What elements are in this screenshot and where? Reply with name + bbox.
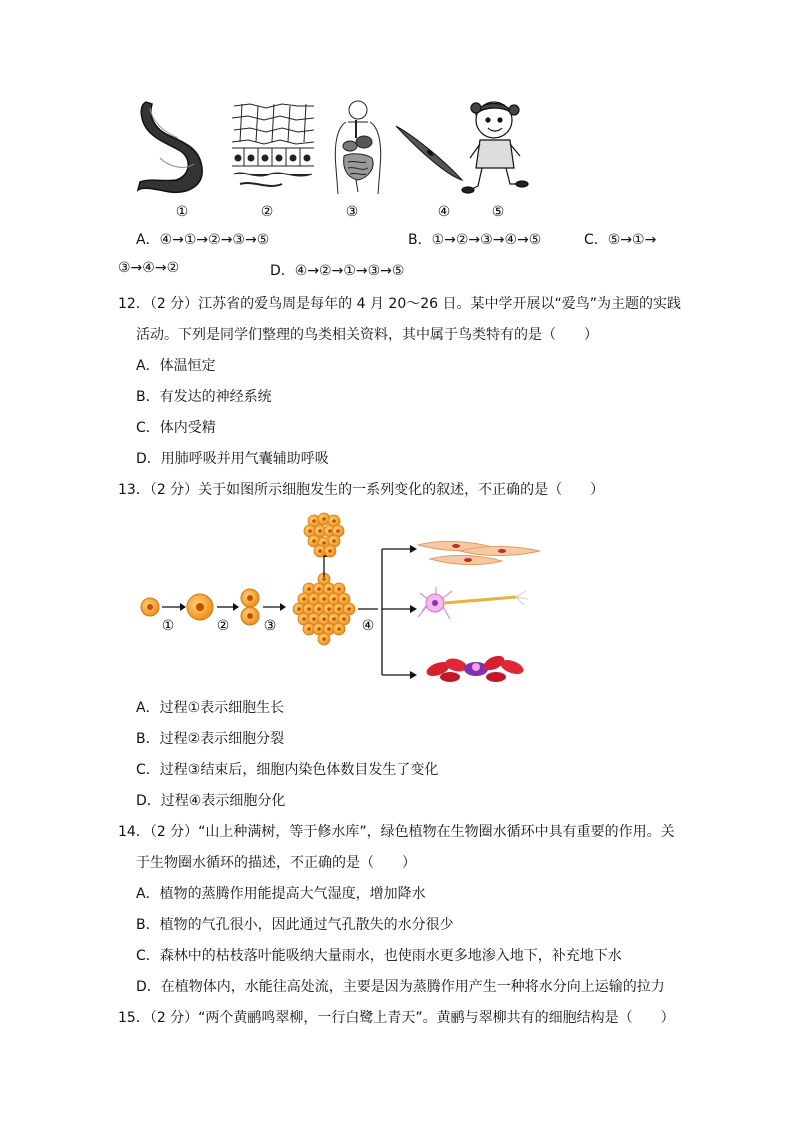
single-cell [141,598,159,616]
q11-option-c: C．⑤→①→ [584,232,657,248]
top-cell-cluster [304,513,344,557]
q14-stem-cont: 于生物圈水循环的描述，不正确的是（ ） [136,855,416,871]
q13-stem: 13．（2 分）关于如图所示细胞发生的一系列变化的叙述，不正确的是（ ） [118,482,605,498]
figure-11 [130,98,530,226]
q13-option-a: A．过程①表示细胞生长 [136,700,285,716]
figure-label: ④ [437,204,451,220]
q14-stem: 14．（2 分）“山上种满树，等于修水库”，绿色植物在生物圈水循环中具有重要的作用。关 [118,824,675,840]
q12-stem-cont: 活动。下列是同学们整理的鸟类相关资料，其中属于鸟类特有的是（ ） [136,327,598,343]
figure-13 [130,505,550,690]
figure-label: ③ [263,618,277,634]
neuron-cell [418,587,528,619]
q11-option-b: B．①→②→③→④→⑤ [408,232,542,248]
blood-cells [425,653,526,682]
spindle-cell-image [396,126,462,180]
figure-label: ① [175,204,189,220]
q11-option-c-cont: ③→④→② [118,260,180,276]
cell-cluster [293,573,355,645]
girl-image [462,102,528,193]
q12-option-a: A．体温恒定 [136,358,216,374]
dividing-cells [241,589,259,625]
q14-option-d: D．在植物体内，水能往高处流，主要是因为蒸腾作用产生一种将水分向上运输的拉力 [136,979,665,995]
q13-option-b: B．过程②表示细胞分裂 [136,731,285,747]
figure-label: ⑤ [491,204,505,220]
q14-option-b: B．植物的气孔很小，因此通过气孔散失的水分很少 [136,917,454,933]
figure-label: ④ [361,618,375,634]
q13-option-c: C．过程③结束后，细胞内染色体数目发生了变化 [136,762,439,778]
q11-option-a: A．④→①→②→③→⑤ [136,232,270,248]
q14-option-c: C．森林中的枯枝落叶能吸纳大量雨水，也使雨水更多地渗入地下，补充地下水 [136,948,622,964]
q11-option-d: D．④→②→①→③→⑤ [270,263,405,279]
q12-option-b: B．有发达的神经系统 [136,389,272,405]
figure-label: ① [161,618,175,634]
figure-label: ③ [345,204,359,220]
stomach-image [138,102,202,192]
q12-option-d: D．用肺呼吸并用气囊辅助呼吸 [136,451,329,467]
figure-label: ② [260,204,274,220]
q15-stem: 15．（2 分）“两个黄鹂鸣翠柳，一行白鹭上青天”。黄鹂与翠柳共有的细胞结构是（ ） [118,1010,675,1026]
grown-cell [187,594,213,620]
q13-option-d: D．过程④表示细胞分化 [136,793,286,809]
digestive-system-image [335,101,380,194]
q14-option-a: A．植物的蒸腾作用能提高大气湿度，增加降水 [136,886,426,902]
q12-stem: 12．（2 分）江苏省的爱鸟周是每年的 4 月 20～26 日。某中学开展以“爱鸟”为主题的实践 [118,296,682,312]
figure-label: ② [216,618,230,634]
q12-option-c: C．体内受精 [136,420,216,436]
muscle-cells [418,541,540,564]
tissue-image [232,104,314,186]
